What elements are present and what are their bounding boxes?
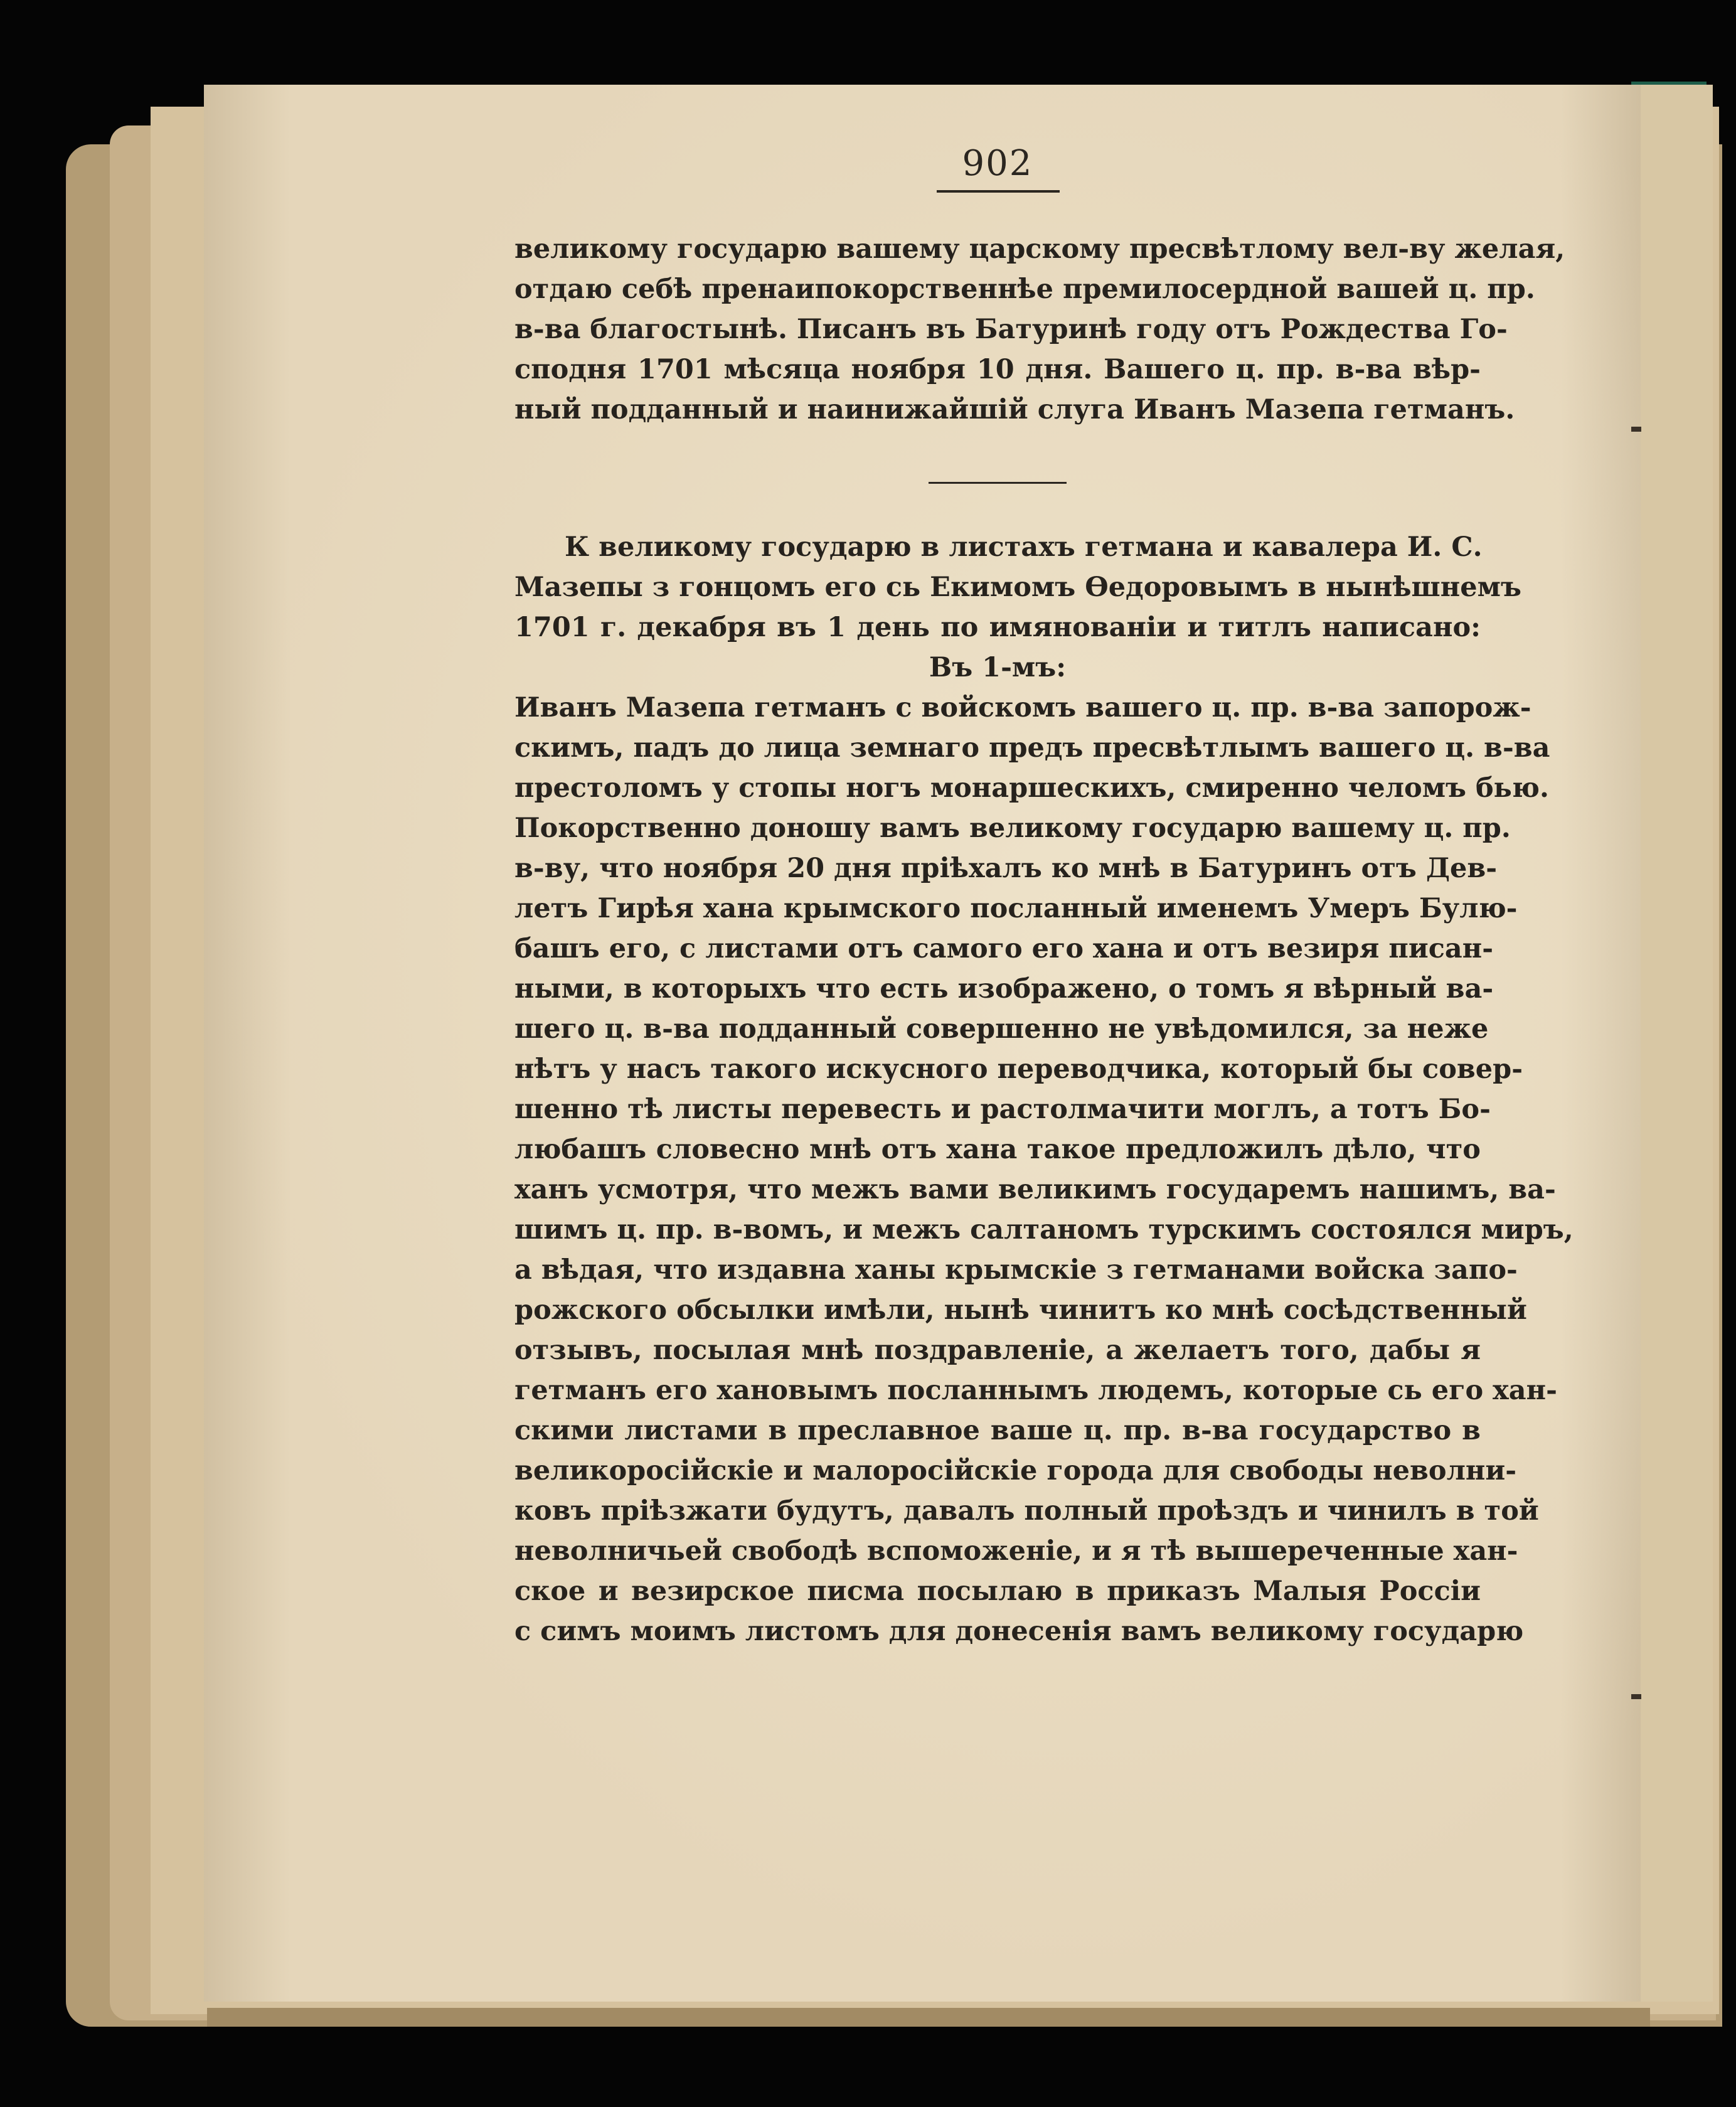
letter-line: ными, в которыхъ что есть изображено, о томъ я вѣрный ва- <box>514 973 1494 1005</box>
next-page-edge <box>1641 85 1713 2002</box>
letter-line: скими листами в преславное ваше ц. пр. в-ва государство в <box>514 1415 1481 1446</box>
letter-line: а вѣдая, что издавна ханы крымскіе з гетманами войска запо- <box>514 1254 1518 1286</box>
text-line: великому государю вашему царскому пресвѣтлому вел-ву желая, <box>514 233 1565 265</box>
text-line: ный подданный и наинижайшій слуга Иванъ Мазепа гетманъ. <box>514 394 1515 425</box>
letter-line: летъ Гирѣя хана крымского посланный именемъ Умеръ Булю- <box>514 893 1518 924</box>
letter-line: рожского обсылки имѣли, нынѣ чинитъ ко мнѣ сосѣдственный <box>514 1294 1527 1326</box>
intro-line: К великому государю в листахъ гетмана и кавалера И. С. <box>565 531 1483 563</box>
page-number: 902 <box>962 143 1033 184</box>
section-subheading: Въ 1-мъ: <box>929 652 1067 683</box>
letter-line: шенно тѣ листы перевесть и растолмачити моглъ, а тотъ Бо- <box>514 1094 1491 1125</box>
letter-line: отзывъ, посылая мнѣ поздравленіе, а желаетъ того, дабы я <box>514 1335 1481 1366</box>
letter-line: Иванъ Мазепа гетманъ с войскомъ вашего ц. пр. в-ва запорож- <box>514 692 1531 723</box>
letter-line: великоросійскіе и малоросійскіе города для свободы неволни- <box>514 1455 1517 1486</box>
letter-line: скимъ, падъ до лица земнаго предъ пресвѣтлымъ вашего ц. в-ва <box>514 732 1550 764</box>
page-edge-mark <box>1631 427 1641 432</box>
top-paragraph <box>514 229 1565 430</box>
letter-line: гетманъ его хановымъ посланнымъ людемъ, которые сь его хан- <box>514 1375 1557 1406</box>
letter-line: Покорственно доношу вамъ великому государю вашему ц. пр. <box>514 813 1511 844</box>
page-stack-bottom <box>207 2008 1650 2027</box>
letter-line: нѣтъ у насъ такого искусного переводчика, который бы совер- <box>514 1054 1523 1085</box>
intro-line: 1701 г. декабря въ 1 день по имянованіи и титлъ написано: <box>514 612 1481 643</box>
intro-line: Мазепы з гонцомъ его сь Екимомъ Ѳедоровымъ в нынѣшнемъ <box>514 572 1521 603</box>
letter-line: ское и везирское писма посылаю в приказъ Малыя Россіи <box>514 1576 1481 1607</box>
letter-line: ханъ усмотря, что межъ вами великимъ государемъ нашимъ, ва- <box>514 1174 1556 1205</box>
page-number-underline <box>937 190 1060 193</box>
section-divider <box>929 482 1067 484</box>
letter-line: неволничьей свободѣ вспоможеніе, и я тѣ вышереченные хан- <box>514 1535 1518 1567</box>
text-line: отдаю себѣ пренаипокорственнѣе премилосердной вашей ц. пр. <box>514 274 1535 305</box>
letter-line: шего ц. в-ва подданный совершенно не увѣдомился, за неже <box>514 1013 1489 1045</box>
letter-line: престоломъ у стопы ногъ монаршескихъ, смиренно челомъ бью. <box>514 772 1549 804</box>
letter-line: ковъ пріѣзжати будутъ, давалъ полный проѣздъ и чинилъ в той <box>514 1495 1539 1527</box>
letter-line: в-ву, что ноября 20 дня пріѣхалъ ко мнѣ в Батуринъ отъ Дев- <box>514 853 1498 884</box>
page-edge-mark <box>1631 1694 1641 1699</box>
text-line: в-ва благостынѣ. Писанъ въ Батуринѣ году отъ Рождества Го- <box>514 314 1508 345</box>
letter-section <box>514 527 1574 1651</box>
letter-line: башъ его, с листами отъ самого его хана и отъ везиря писан- <box>514 933 1494 964</box>
text-line: сподня 1701 мѣсяца ноября 10 дня. Вашего ц. пр. в-ва вѣр- <box>514 354 1481 385</box>
letter-line: шимъ ц. пр. в-вомъ, и межъ салтаномъ турскимъ состоялся миръ, <box>514 1214 1574 1246</box>
letter-line: любашъ словесно мнѣ отъ хана такое предложилъ дѣло, что <box>514 1134 1481 1165</box>
letter-line: с симъ моимъ листомъ для донесенія вамъ великому государю <box>514 1616 1524 1647</box>
